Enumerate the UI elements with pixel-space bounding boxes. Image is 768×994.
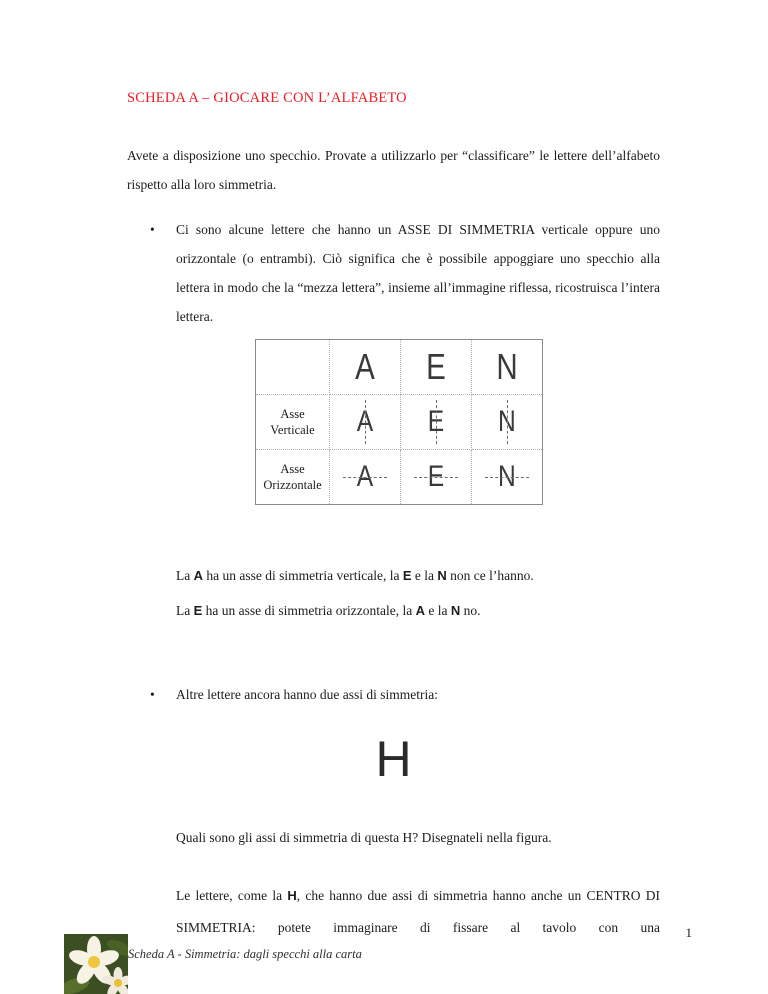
row-label-vertical-line1: Asse bbox=[280, 407, 305, 421]
table-cell-letter-n bbox=[472, 340, 543, 395]
statement-text: e la bbox=[411, 568, 438, 583]
letter-e: E bbox=[427, 405, 445, 438]
statement-text: no. bbox=[460, 603, 481, 618]
vertical-axis-line bbox=[507, 400, 508, 444]
bold-letter: H bbox=[287, 888, 297, 903]
bullet-2-text: Altre lettere ancora hanno due assi di simmetria: bbox=[176, 687, 439, 702]
letter-n: N bbox=[496, 346, 518, 387]
cell-a-horizontal bbox=[330, 450, 401, 505]
big-letter-block bbox=[127, 733, 660, 785]
row-label-vertical bbox=[256, 395, 330, 450]
statement-horizontal bbox=[176, 593, 660, 628]
final-text: , che hanno due assi di simmetria hanno anche un CENTRO DI SIMMETRIA: potete immaginare di fissare al tavolo con una bbox=[176, 888, 660, 935]
letter-e: E bbox=[426, 346, 446, 387]
cell-a-vertical bbox=[330, 395, 401, 450]
cell-e-vertical bbox=[401, 395, 472, 450]
table-cell-letter-e bbox=[401, 340, 472, 395]
cell-n-vertical bbox=[472, 395, 543, 450]
intro-paragraph: Avete a disposizione uno specchio. Provate a utilizzarlo per “classificare” le lettere dell’alfabeto rispetto alla loro simmetria. bbox=[127, 148, 660, 192]
symmetry-table bbox=[255, 339, 543, 505]
bold-letter: E bbox=[402, 568, 412, 583]
page-number: 1 bbox=[685, 925, 692, 940]
row-label-horizontal-line2: Orizzontale bbox=[263, 478, 322, 492]
table-corner-cell bbox=[256, 340, 330, 395]
horizontal-axis-line bbox=[414, 477, 458, 478]
final-text: Le lettere, come la bbox=[176, 888, 288, 903]
table-row-vertical-axis bbox=[256, 395, 543, 450]
cell-e-horizontal bbox=[401, 450, 472, 505]
page-title: SCHEDA A – GIOCARE CON L’ALFABETO bbox=[127, 90, 407, 106]
table-row-horizontal-axis bbox=[256, 450, 543, 505]
bold-letter: A bbox=[193, 568, 204, 583]
bold-letter: E bbox=[193, 603, 203, 618]
statement-text: La bbox=[176, 568, 194, 583]
statement-text: ha un asse di simmetria verticale, la bbox=[203, 568, 403, 583]
bullet-1-text: Ci sono alcune lettere che hanno un ASSE DI SIMMETRIA verticale oppure uno orizzontale (o entrambi). Ciò significa che è possibile appoggiare uno specchio alla lettera in modo che la “mezza lettera”, insieme all’immagine riflessa, ricostruisca l’intera lettera. bbox=[176, 222, 660, 324]
body-column bbox=[150, 215, 660, 331]
horizontal-axis-line bbox=[343, 477, 387, 478]
table-row-letters bbox=[256, 340, 543, 395]
statement-text: ha un asse di simmetria orizzontale, la bbox=[202, 603, 416, 618]
statement-text: La bbox=[176, 603, 194, 618]
bold-letter: N bbox=[437, 568, 447, 583]
bullet-item-1 bbox=[150, 215, 660, 331]
statements-block bbox=[176, 558, 660, 628]
flower-photo-icon bbox=[64, 934, 128, 994]
letter-a: A bbox=[355, 346, 375, 387]
question-text: Quali sono gli assi di simmetria di questa H? Disegnateli nella figura. bbox=[176, 830, 552, 845]
horizontal-axis-line bbox=[485, 477, 529, 478]
letter-n: N bbox=[498, 460, 516, 493]
bold-letter: N bbox=[450, 603, 461, 618]
final-paragraph-block bbox=[176, 880, 660, 944]
footer-caption: Scheda A - Simmetria: dagli specchi alla carta bbox=[128, 947, 362, 961]
question-block bbox=[176, 823, 660, 852]
row-label-horizontal-line1: Asse bbox=[280, 462, 305, 476]
bullet-2-block bbox=[150, 680, 660, 709]
statement-vertical bbox=[176, 558, 660, 593]
letter-n: N bbox=[498, 405, 516, 438]
bullet-item-2 bbox=[150, 680, 660, 709]
bold-letter: A bbox=[415, 603, 425, 618]
row-label-vertical-line2: Verticale bbox=[270, 423, 315, 437]
letter-a: A bbox=[356, 405, 374, 438]
table-cell-letter-a bbox=[330, 340, 401, 395]
bullet-icon: • bbox=[150, 687, 155, 702]
row-label-horizontal bbox=[256, 450, 330, 505]
vertical-axis-line bbox=[436, 400, 437, 444]
vertical-axis-line bbox=[365, 400, 366, 444]
cell-n-horizontal bbox=[472, 450, 543, 505]
bullet-icon: • bbox=[150, 222, 155, 237]
statement-text: non ce l’hanno. bbox=[446, 568, 534, 583]
statement-text: e la bbox=[425, 603, 451, 618]
final-paragraph bbox=[176, 880, 660, 944]
letter-e: E bbox=[427, 460, 445, 493]
big-letter-h: H bbox=[375, 731, 412, 787]
letter-a: A bbox=[356, 460, 374, 493]
